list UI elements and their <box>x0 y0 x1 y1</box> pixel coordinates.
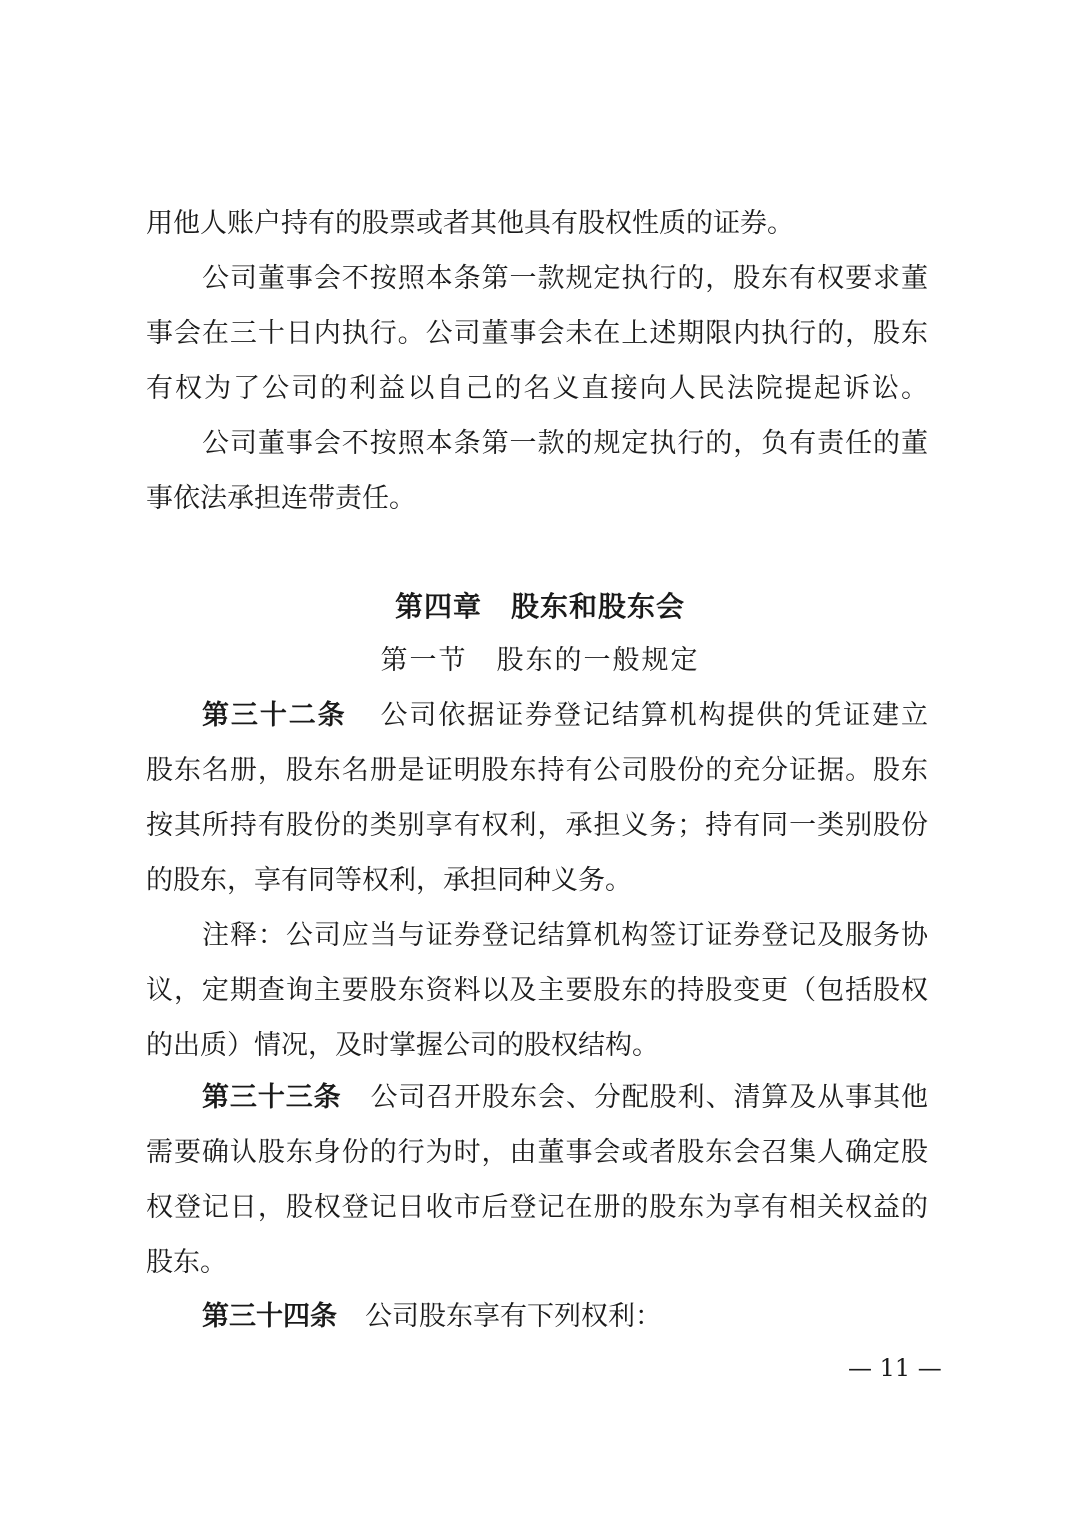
paragraph-line: 按其所持有股份的类别享有权利，承担义务；持有同一类别股份 <box>146 810 928 841</box>
article-34-first-line <box>202 1299 928 1335</box>
paragraph-line: 公司董事会不按照本条第一款的规定执行的，负有责任的董 <box>202 428 928 459</box>
paragraph-line: 股东。 <box>146 1247 227 1278</box>
paragraph-line: 事依法承担连带责任。 <box>146 483 416 514</box>
article-text: 公司股东享有下列权利： <box>365 1301 662 1332</box>
article-label: 第三十三条 <box>202 1082 342 1113</box>
paragraph-line: 需要确认股东身份的行为时，由董事会或者股东会召集人确定股 <box>146 1137 928 1168</box>
paragraph-line: 有权为了公司的利益以自己的名义直接向人民法院提起诉讼。 <box>146 373 928 404</box>
note-line: 注释：公司应当与证券登记结算机构签订证券登记及服务协 <box>202 920 928 951</box>
paragraph-line: 股东名册，股东名册是证明股东持有公司股份的充分证据。股东 <box>146 755 928 786</box>
section-title: 第一节 股东的一般规定 <box>380 645 700 676</box>
paragraph-line: 的股东，享有同等权利，承担同种义务。 <box>146 865 632 896</box>
article-32-first-line <box>202 698 928 734</box>
paragraph-line: 用他人账户持有的股票或者其他具有股权性质的证券。 <box>146 208 794 239</box>
article-text: 公司依据证券登记结算机构提供的凭证建立 <box>378 700 929 731</box>
article-label: 第三十二条 <box>202 700 347 731</box>
page-number: — 11 — <box>848 1354 942 1382</box>
note-line: 议，定期查询主要股东资料以及主要股东的持股变更（包括股权 <box>146 975 928 1006</box>
paragraph-line: 权登记日，股权登记日收市后登记在册的股东为享有相关权益的 <box>146 1192 928 1223</box>
article-label: 第三十四条 <box>202 1301 337 1332</box>
paragraph-line: 公司董事会不按照本条第一款规定执行的，股东有权要求董 <box>202 263 928 294</box>
article-text: 公司召开股东会、分配股利、清算及从事其他 <box>369 1082 929 1113</box>
note-line: 的出质）情况，及时掌握公司的股权结构。 <box>146 1030 659 1061</box>
article-33-first-line <box>202 1080 928 1116</box>
paragraph-line: 事会在三十日内执行。公司董事会未在上述期限内执行的，股东 <box>146 318 928 349</box>
chapter-title: 第四章 股东和股东会 <box>394 590 685 623</box>
